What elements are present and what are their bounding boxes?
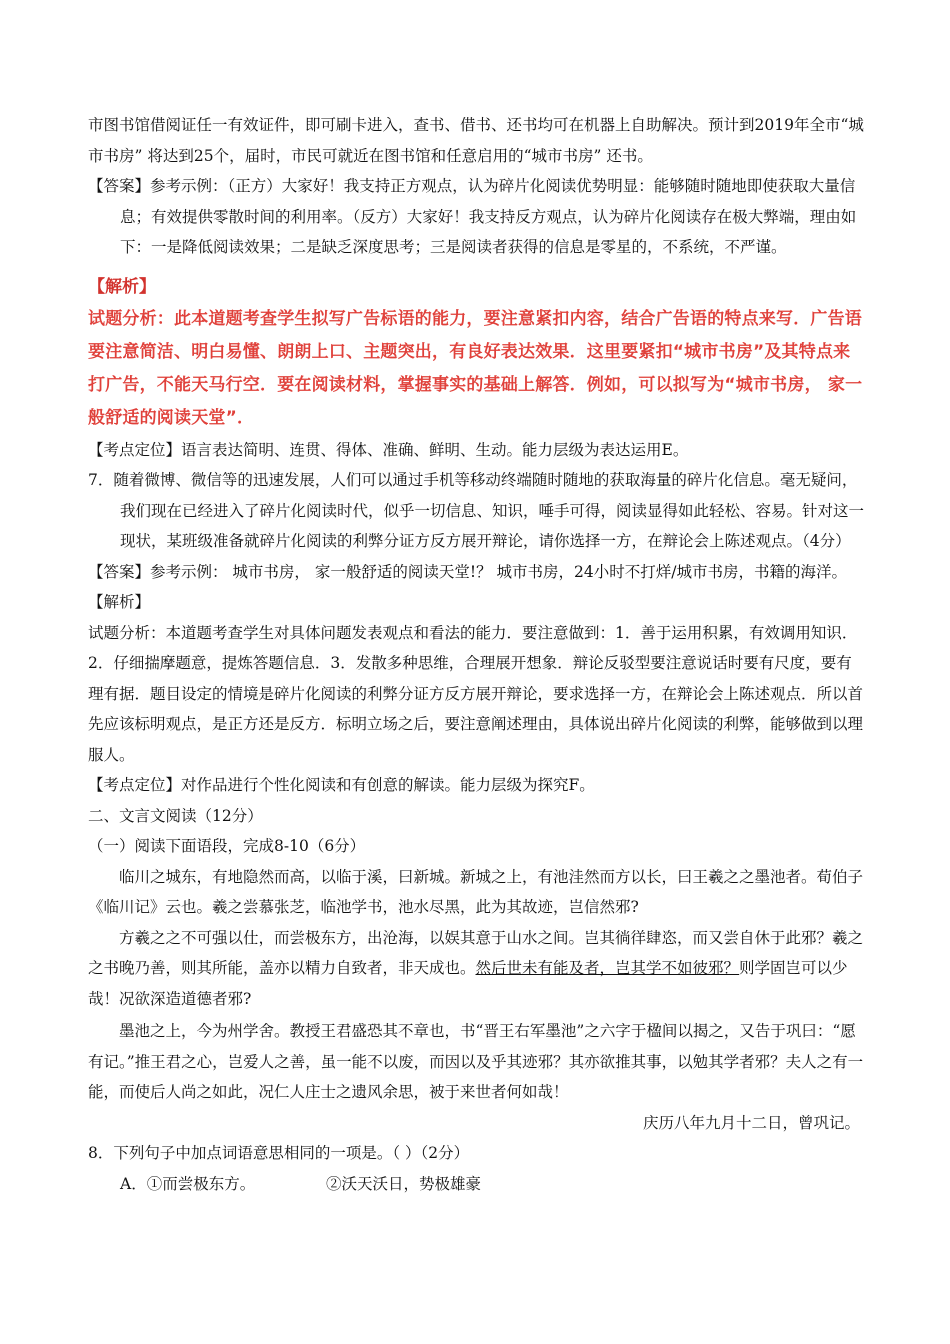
classical-paragraph-2 — [88, 923, 866, 1015]
analysis-text: 试题分析：本道题考查学生对具体问题发表观点和看法的能力．要注意做到：1．善于运用积累，有效调用知识．2．仔细揣摩题意，提炼答题信息．3．发散多种思维，合理展开想象．辩论反驳型要注意说话时要有尺度，要有理有据．题目设定的情境是碎片化阅读的利弊分证方反方展开辩论，要求选择一方，在辩论会上陈述观点．所以首先应该标明观点，是正方还是反方．标明立场之后，要注意阐述理由，具体说出碎片化阅读的利弊，能够做到以理服人。 — [88, 623, 864, 764]
subsection-heading-1: （一）阅读下面语段，完成8-10（6分） — [88, 837, 366, 855]
option-a-part-1: A．①而尝极东方。 — [120, 1174, 256, 1193]
analysis-heading-red: 【解析】 — [88, 276, 156, 297]
analysis-text-red: 试题分析：此本道题考查学生拟写广告标语的能力，要注意紧扣内容，结合广告语的特点来写．广告语要注意简洁、明白易懂、朗朗上口、主题突出，有良好表达效果．这里要紧扣“城市书房”及其特点来打广告，不能天马行空．要在阅读材料，掌握事实的基础上解答．例如，可以拟写为“城市书房， 家一般舒适的阅读天堂”． — [88, 308, 863, 428]
answer-block-2: 【答案】参考示例： 城市书房， 家一般舒适的阅读天堂!？ 城市书房，24小时不打烊/城市书房，书籍的海洋。 — [88, 562, 847, 581]
section-heading-2: 二、文言文阅读（12分） — [88, 806, 263, 825]
answer-block-1: 【答案】参考示例：（正方）大家好！我支持正方观点，认为碎片化阅读优势明显：能够随时随地即使获取大量信息；有效提供零散时间的利用率。（反方）大家好！我支持反方观点，认为碎片化阅读存在极大弊端，理由如下：一是降低阅读效果；二是缺乏深度思考；三是阅读者获得的信息是零星的，不系统，不严谨。 — [88, 177, 857, 256]
exam-point-1: 【考点定位】语言表达简明、连贯、得体、准确、鲜明、生动。能力层级为表达运用E。 — [88, 440, 689, 459]
question-7: 7．随着微博、微信等的迅速发展，人们可以通过手机等移动终端随时随地的获取海量的碎片化信息。毫无疑问，我们现在已经进入了碎片化阅读时代，似乎一切信息、知识，唾手可得，阅读显得如此轻松、容易。针对这一现状，某班级准备就碎片化阅读的利弊分证方反方展开辩论，请你选择一方，在辩论会上陈述观点。（4分） — [88, 471, 865, 550]
classical-paragraph-1: 临川之城东，有地隐然而高，以临于溪，曰新城。新城之上，有池洼然而方以长，曰王羲之之墨池者。荀伯子《临川记》云也。羲之尝慕张芝，临池学书，池水尽黑，此为其故迹，岂信然邪? — [88, 867, 864, 916]
underlined-sentence: 然后世未有能及者，岂其学不如彼邪？ — [475, 959, 740, 977]
paragraph-2-text: 方羲之之不可强以仕，而尝极东方，出沧海，以娱其意于山水之间。岂其徜徉肆恣，而又尝自休于此邪？羲之之书晚乃善，则其所能，盖亦以精力自致者，非天成也。 — [88, 928, 864, 977]
option-a — [88, 1169, 866, 1200]
option-a-part-2: ②沃天沃日，势极雄豪 — [326, 1174, 482, 1193]
signature-line: 庆历八年九月十二日，曾巩记。 — [642, 1113, 860, 1132]
analysis-heading: 【解析】 — [88, 593, 151, 611]
paragraph-2-tail: 则学固岂可以少哉！况欲深造道德者邪? — [88, 959, 848, 1008]
exam-point-2: 【考点定位】对作品进行个性化阅读和有创意的解读。能力层级为探究F。 — [88, 776, 595, 794]
question-8: 8．下列句子中加点词语意思相同的一项是。（ ）（2分） — [88, 1144, 470, 1162]
classical-paragraph-3: 墨池之上，今为州学舍。教授王君盛恐其不章也，书“晋王右军墨池”之六字于楹间以揭之，又告于巩曰：“愿有记。”推王君之心，岂爱人之善，虽一能不以废，而因以及乎其迹邪？其亦欲推其事，以勉其学者邪？夫人之有一能，而使后人尚之如此，况仁人庄士之遗风余思，被于来世者何如哉！ — [88, 1022, 864, 1101]
text-line-1: 市图书馆借阅证任一有效证件，即可刷卡进入，查书、借书、还书均可在机器上自助解决。预计到2019年全市“城市书房” 将达到25个，届时，市民可就近在图书馆和任意启用的“城市书房” 还书。 — [88, 116, 864, 165]
